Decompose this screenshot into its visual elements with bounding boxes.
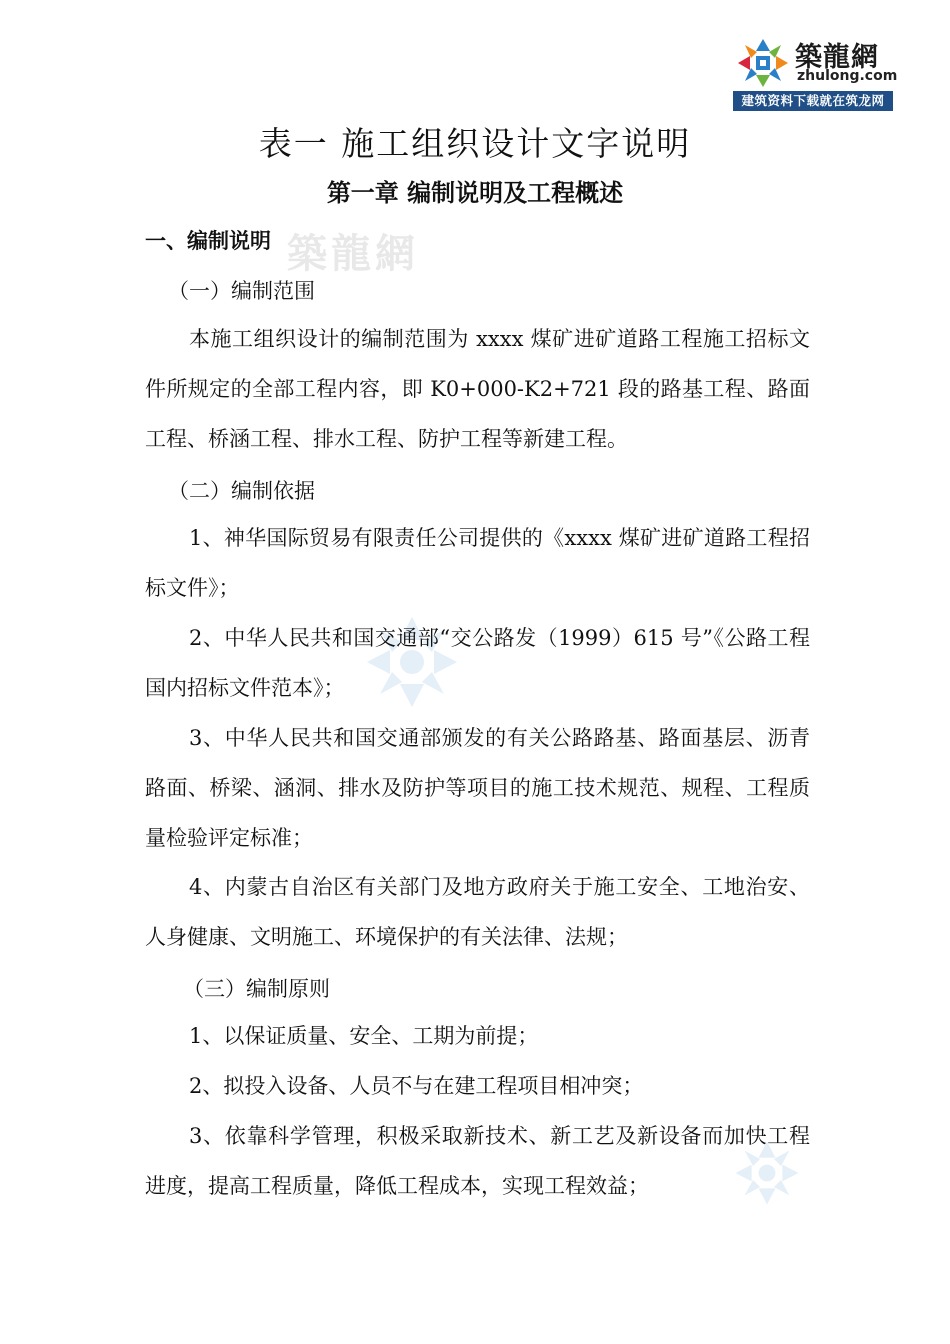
logo-name: 築龍網	[795, 42, 879, 73]
logo-header	[733, 33, 898, 89]
basis-item: 2、中华人民共和国交通部“交公路发（1999）615 号”《公路工程国内招标文件范本》；	[145, 626, 810, 700]
basis-item: 1、神华国际贸易有限责任公司提供的《xxxx 煤矿进矿道路工程招标文件》；	[145, 526, 810, 600]
subsection-heading-scope: （一）编制范围	[168, 279, 315, 303]
logo-snowflake-icon	[735, 37, 791, 89]
logo-domain: zhulong.com	[797, 68, 898, 84]
principle-item: 3、依靠科学管理，积极采取新技术、新工艺及新设备而加快工程进度，提高工程质量，降低工程成本，实现工程效益；	[145, 1124, 810, 1198]
section-heading: 一、编制说明	[145, 229, 271, 253]
zhulong-logo	[733, 33, 898, 111]
chapter-heading: 第一章 编制说明及工程概述	[326, 179, 624, 207]
basis-item: 4、内蒙古自治区有关部门及地方政府关于施工安全、工地治安、人身健康、文明施工、环境保护的有关法律、法规；	[145, 875, 810, 949]
subsection-heading-basis: （二）编制依据	[168, 479, 315, 503]
basis-item: 3、中华人民共和国交通部颁发的有关公路路基、路面基层、沥青路面、桥梁、涵洞、排水及防护等项目的施工技术规范、规程、工程质量检验评定标准；	[145, 726, 810, 850]
watermark-logo-text: 築龍網	[287, 231, 419, 277]
subsection-heading-principles: （三）编制原则	[183, 977, 330, 1001]
logo-slogan: 建筑资料下载就在筑龙网	[733, 91, 893, 111]
principle-item: 1、以保证质量、安全、工期为前提；	[189, 1024, 539, 1048]
scope-paragraph: 本施工组织设计的编制范围为 xxxx 煤矿进矿道路工程施工招标文件所规定的全部工程内容，即 K0+000-K2+721 段的路基工程、路面工程、桥涵工程、排水工程、防护工程等新建工程。	[145, 327, 810, 451]
document-title: 表一 施工组织设计文字说明	[258, 124, 692, 163]
principle-item: 2、拟投入设备、人员不与在建工程项目相冲突；	[189, 1074, 644, 1098]
